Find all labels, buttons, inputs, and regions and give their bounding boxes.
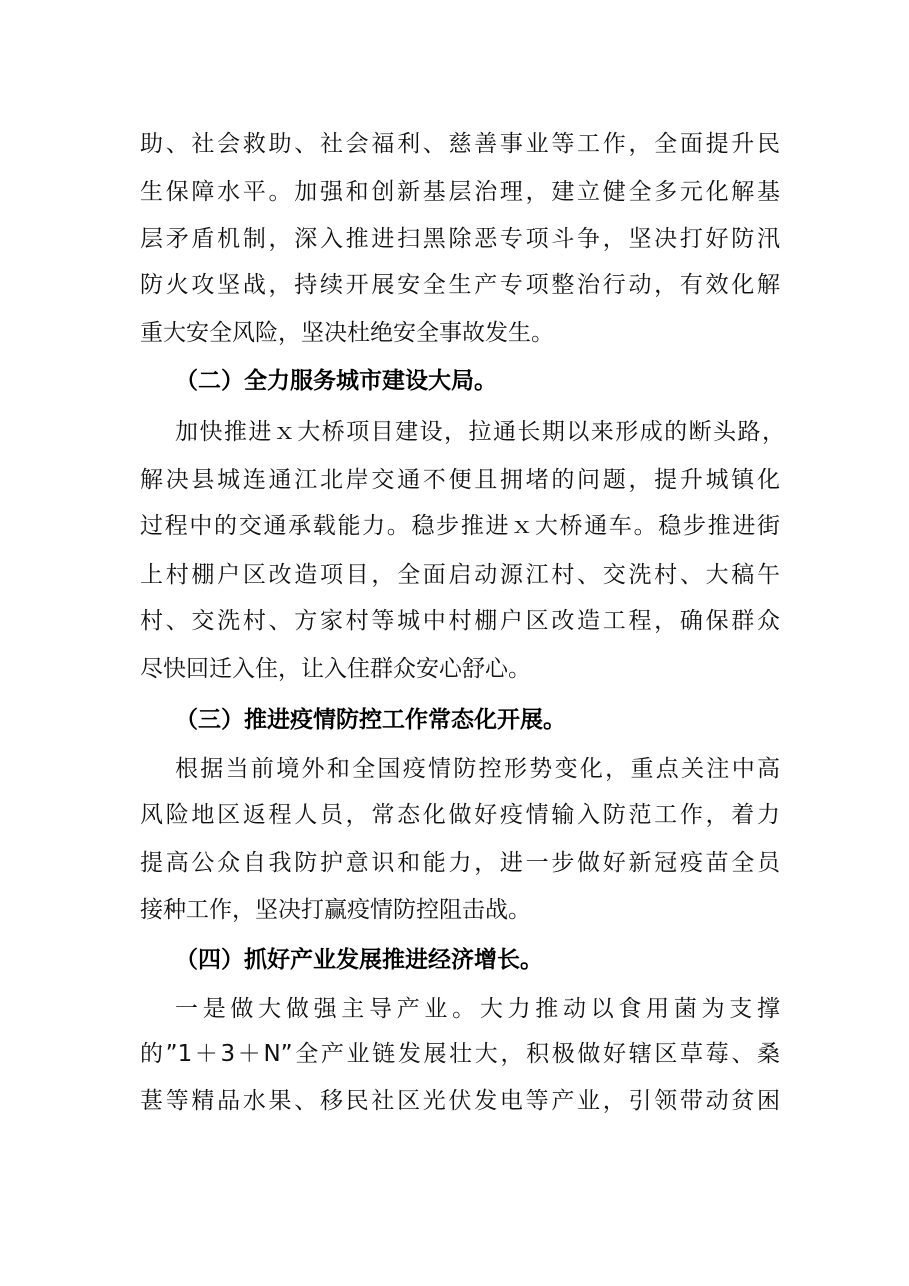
paragraph-4-line-2: 的”1＋3＋N”全产业链发展壮大，积极做好辖区草莓、桑 (140, 1041, 780, 1067)
section-heading-4: （四）抓好产业发展推进经济增长。 (175, 947, 543, 973)
paragraph-4-line-3: 葚等精品水果、移民社区光伏发电等产业，引领带动贫困 (140, 1088, 780, 1114)
paragraph-2-line-5: 村、交洗村、方家村等城中村棚户区改造工程，确保群众 (140, 608, 780, 634)
paragraph-1-line-3: 层矛盾机制，深入推进扫黑除恶专项斗争，坚决打好防汛 (140, 226, 780, 252)
section-heading-3: （三）推进疫情防控工作常态化开展。 (175, 707, 566, 733)
paragraph-2-line-1: 加快推进ｘ大桥项目建设，拉通长期以来形成的断头路， (175, 419, 785, 445)
paragraph-3-line-2: 风险地区返程人员，常态化做好疫情输入防范工作，着力 (140, 802, 780, 828)
paragraph-3-line-4: 接种工作，坚决打赢疫情防控阻击战。 (140, 897, 531, 923)
paragraph-1-line-5: 重大安全风险，坚决杜绝安全事故发生。 (140, 320, 554, 346)
paragraph-1-line-1: 助、社会救助、社会福利、慈善事业等工作，全面提升民 (140, 131, 780, 157)
paragraph-3-line-1: 根据当前境外和全国疫情防控形势变化，重点关注中高 (175, 756, 780, 782)
paragraph-2-line-6: 尽快回迁入住，让入住群众安心舒心。 (140, 656, 531, 682)
paragraph-2-line-3: 过程中的交通承载能力。稳步推进ｘ大桥通车。稳步推进街 (140, 513, 780, 539)
paragraph-3-line-3: 提高公众自我防护意识和能力，进一步做好新冠疫苗全员 (140, 850, 780, 876)
paragraph-4-line-1: 一是做大做强主导产业。大力推动以食用菌为支撑 (175, 996, 780, 1022)
paragraph-1-line-2: 生保障水平。加强和创新基层治理，建立健全多元化解基 (140, 179, 780, 205)
paragraph-2-line-2: 解决县城连通江北岸交通不便且拥堵的问题，提升城镇化 (140, 467, 780, 493)
section-heading-2: （二）全力服务城市建设大局。 (175, 368, 497, 394)
paragraph-1-line-4: 防火攻坚战，持续开展安全生产专项整治行动，有效化解 (140, 272, 780, 298)
paragraph-2-line-4: 上村棚户区改造项目，全面启动源江村、交洗村、大稿午 (140, 562, 780, 588)
